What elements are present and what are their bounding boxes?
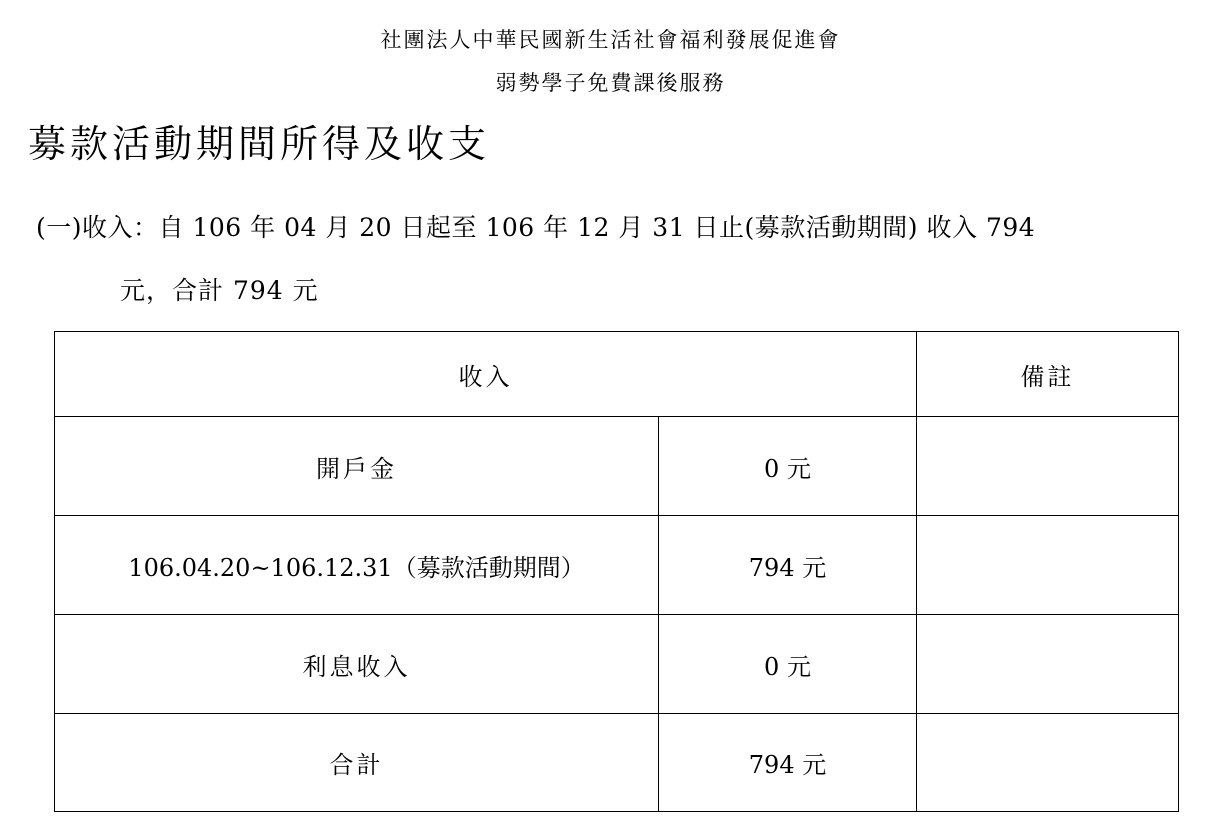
row-remark (917, 615, 1179, 714)
row-amount: 0 元 (659, 417, 917, 516)
organization-name: 社團法人中華民國新生活社會福利發展促進會 (380, 28, 841, 52)
row-item: 開戶金 (55, 417, 659, 516)
row-amount: 794 元 (659, 714, 917, 812)
table-row (55, 714, 1179, 812)
row-item: 合計 (55, 714, 659, 812)
table-row (55, 615, 1179, 714)
income-paragraph-line2: 元，合計 794 元 (120, 276, 319, 305)
income-paragraph-line1: (一)收入：自 106 年 04 月 20 日起至 106 年 12 月 31 日止(募款活動期間) 收入 794 (36, 213, 1036, 242)
row-remark (917, 516, 1179, 615)
page-title: 募款活動期間所得及收支 (28, 122, 491, 166)
income-header: 收入 (55, 332, 917, 417)
row-item: 利息收入 (55, 615, 659, 714)
remark-header: 備註 (917, 332, 1179, 417)
row-remark (917, 714, 1179, 812)
table-row (55, 516, 1179, 615)
row-amount: 794 元 (659, 516, 917, 615)
service-name: 弱勢學子免費課後服務 (495, 71, 726, 95)
income-table (54, 331, 1179, 812)
row-remark (917, 417, 1179, 516)
row-amount: 0 元 (659, 615, 917, 714)
table-header-row (55, 332, 1179, 417)
table-row (55, 417, 1179, 516)
row-item: 106.04.20~106.12.31（募款活動期間） (55, 516, 659, 615)
